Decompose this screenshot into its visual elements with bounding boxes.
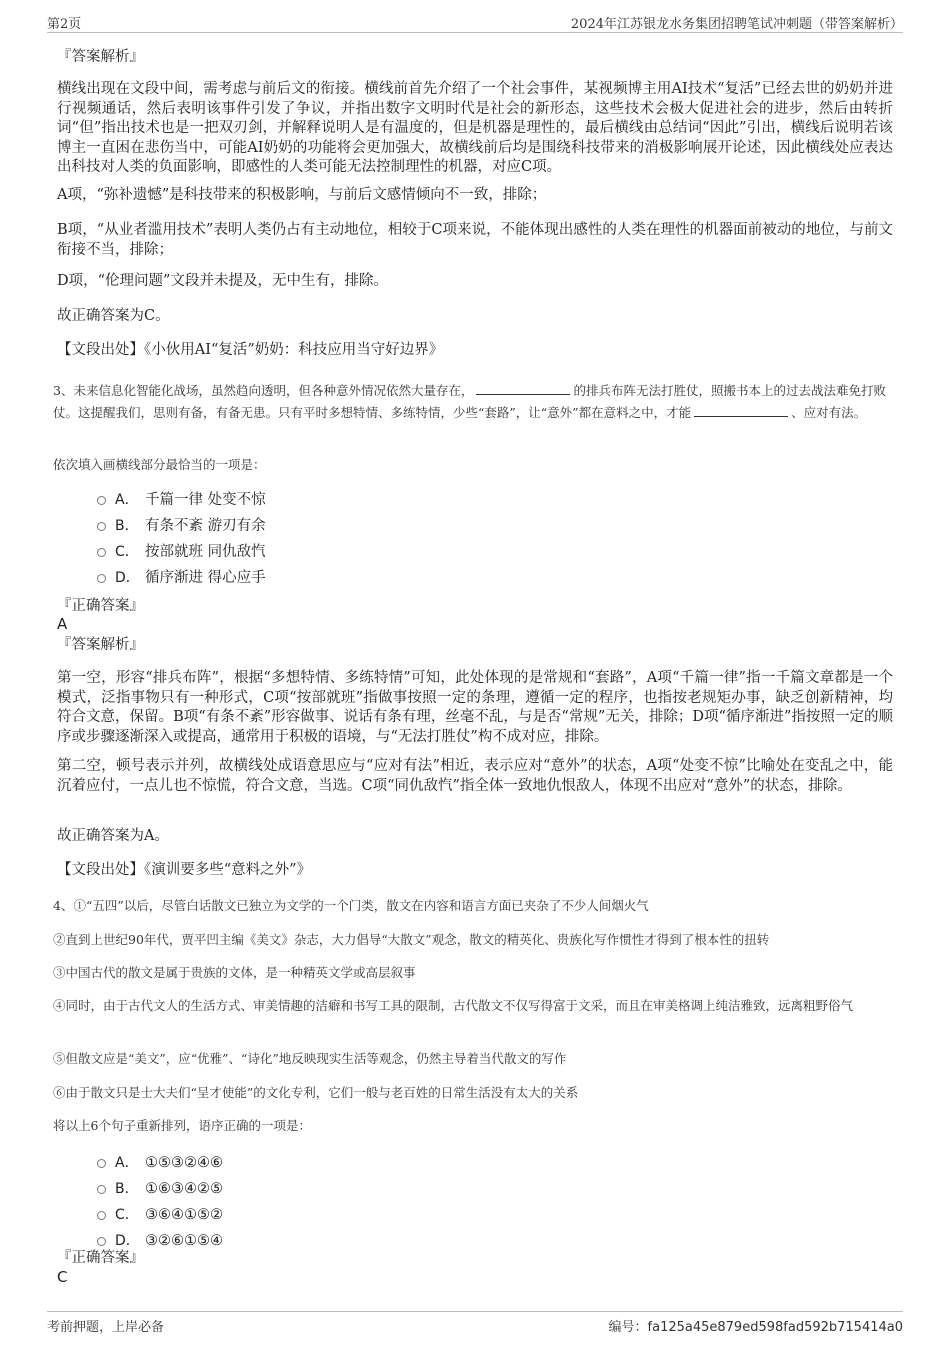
q3-correct-label: 『正确答案』 (57, 598, 144, 614)
q2-source: 【文段出处】《小伙用AI“复活”奶奶：科技应用当守好边界》 (57, 342, 444, 358)
q2-analysis-para1: 横线出现在文段中间，需考虑与前后文的衔接。横线前首先介绍了一个社会事件，某视频博主用AI技术“复活”已经去世的奶奶并进行视频通话，然后表明该事件引发了争议，并指出数字文明时代是社会的新形态，这些技术会极大促进社会的进步，然后由转折词“但”指出技术也是一把双刃剑，并解释说明人是有温度的，但是机器是理性的，最后横线由总结词“因此”引出，横线后说明若该博主一直困在悲伤当中，可能AI奶奶的功能将会更加强大，故横线前后均是围绕科技带来的消极影响展开论述，因此横线处应表达出科技对人类的负面影响，即感性的人类可能无法控制理性的机器，对应C项。 (57, 81, 893, 175)
q4-sentence-1: 4、①“五四”以后，尽管白话散文已独立为文学的一个门类，散文在内容和语言方面已夹杂了不少人间烟火气 (53, 898, 649, 913)
q4-correct-answer: C (57, 1268, 68, 1286)
q4-sentence-2: ②直到上世纪90年代，贾平凹主编《美文》杂志，大力倡导“大散文”观念，散文的精英化、贵族化写作惯性才得到了根本性的扭转 (53, 932, 770, 947)
page-header (47, 10, 903, 33)
q3-stem-part1: 3、未来信息化智能化战场，虽然趋向透明，但各种意外情况依然大量存在， (53, 383, 474, 398)
q3-analysis-para1: 第一空，形容“排兵布阵”，根据“多想特情、多练特情”可知，此处体现的是常规和“套路”，A项“千篇一律”指一千篇文章都是一个模式，泛指事物只有一种形式，C项“按部就班”指做事按照一定的条理，遵循一定的程序，也指按老规矩办事，缺乏创新精神，均符合文意，保留。B项“有条不紊”形容做事、说话有条有理，丝毫不乱，与是否“常规”无关，排除；D项“循序渐进”指按照一定的顺序或步骤逐渐深入或提高，通常用于积极的语境，与“无法打胜仗”构不成对应，排除。 (57, 670, 893, 745)
q3-correct-answer: A (57, 615, 68, 633)
q3-source: 【文段出处】《演训要多些“意料之外”》 (57, 862, 312, 878)
q4-sentence-4: ④同时，由于古代文人的生活方式、审美情趣的洁癖和书写工具的限制，古代散文不仅写得富于文采，而且在审美格调上纯洁雅致，远离粗野俗气 (53, 998, 854, 1013)
q3-option-d[interactable]: D． 循序渐进 得心应手 (57, 565, 557, 591)
q2-analysis-option-a: A项，“弥补遗憾”是科技带来的积极影响，与前后文感情倾向不一致，排除； (57, 187, 547, 203)
q3-stem (53, 380, 898, 424)
q2-analysis-option-b: B项，“从业者滥用技术”表明人类仍占有主动地位，相较于C项来说，不能体现出感性的人类在理性的机器面前被动的地位，与前文衔接不当，排除； (57, 222, 893, 258)
q3-option-a[interactable]: A． 千篇一律 处变不惊 (57, 487, 557, 513)
q3-stem-part2: 的排兵布阵无法打胜仗，照搬书本上的过去战法难免打败仗。这提醒我们，思则有备，有备无患。只有平时多想特情、多练特情，少些“套路”，让“意外”都在意料之中，才能 (53, 383, 886, 420)
q3-option-b[interactable]: B． 有条不紊 游刃有余 (57, 513, 557, 539)
radio-icon[interactable] (97, 522, 106, 531)
q3-option-c[interactable]: C． 按部就班 同仇敌忾 (57, 539, 557, 565)
footer-slogan: 考前押题，上岸必备 (47, 1320, 165, 1335)
radio-icon[interactable] (97, 1185, 106, 1194)
page-number: 第2页 (47, 17, 82, 32)
radio-icon[interactable] (97, 1237, 106, 1246)
q4-sentence-6: ⑥由于散文只是士大夫们“呈才使能”的文化专利，它们一般与老百姓的日常生活没有太大的关系 (53, 1085, 579, 1100)
q3-analysis-para2: 第二空，顿号表示并列，故横线处成语意思应与“应对有法”相近，表示应对“意外”的状态，A项“处变不惊”比喻处在变乱之中，能沉着应付，一点儿也不惊慌，符合文意，当选。C项“同仇敌忾”指全体一致地仇恨敌人，体现不出应对“意外”的状态，排除。 (57, 758, 893, 794)
q3-conclusion: 故正确答案为A。 (57, 828, 169, 844)
document-title: 2024年江苏银龙水务集团招聘笔试冲刺题（带答案解析） (570, 17, 903, 32)
q4-option-b[interactable]: B． ①⑥③④②⑤ (57, 1176, 557, 1202)
q4-sentence-5: ⑤但散文应是“美文”，应“优雅”、“诗化”地反映现实生活等观念，仍然主导着当代散文的写作 (53, 1051, 567, 1066)
q2-analysis-label: 『答案解析』 (57, 49, 144, 65)
q3-analysis-label: 『答案解析』 (57, 637, 144, 653)
q3-stem-part3: 、应对有法。 (791, 405, 867, 420)
q4-sentence-3: ③中国古代的散文是属于贵族的文体，是一种精英文学或高层叙事 (53, 965, 416, 980)
radio-icon[interactable] (97, 1211, 106, 1220)
q4-option-d[interactable]: D． ③②⑥①⑤④ (57, 1228, 557, 1254)
q4-prompt: 将以上6个句子重新排列，语序正确的一项是： (53, 1118, 311, 1133)
q3-prompt: 依次填入画横线部分最恰当的一项是： (53, 457, 266, 472)
q4-option-c[interactable]: C． ③⑥④①⑤② (57, 1202, 557, 1228)
radio-icon[interactable] (97, 1159, 106, 1168)
q2-conclusion: 故正确答案为C。 (57, 308, 170, 324)
q4-correct-label: 『正确答案』 (57, 1250, 144, 1266)
q3-options (57, 487, 557, 591)
footer-code: 编号：fa125a45e879ed598fad592b715414a0 (608, 1320, 903, 1335)
radio-icon[interactable] (97, 574, 106, 583)
q4-option-a[interactable]: A． ①⑤③②④⑥ (57, 1150, 557, 1176)
q3-blank-2 (694, 404, 788, 417)
q4-options (57, 1150, 557, 1254)
q2-analysis-option-d: D项，“伦理问题”文段并未提及，无中生有，排除。 (57, 273, 388, 289)
page-footer (47, 1311, 903, 1338)
radio-icon[interactable] (97, 548, 106, 557)
radio-icon[interactable] (97, 496, 106, 505)
q3-blank-1 (476, 382, 570, 395)
